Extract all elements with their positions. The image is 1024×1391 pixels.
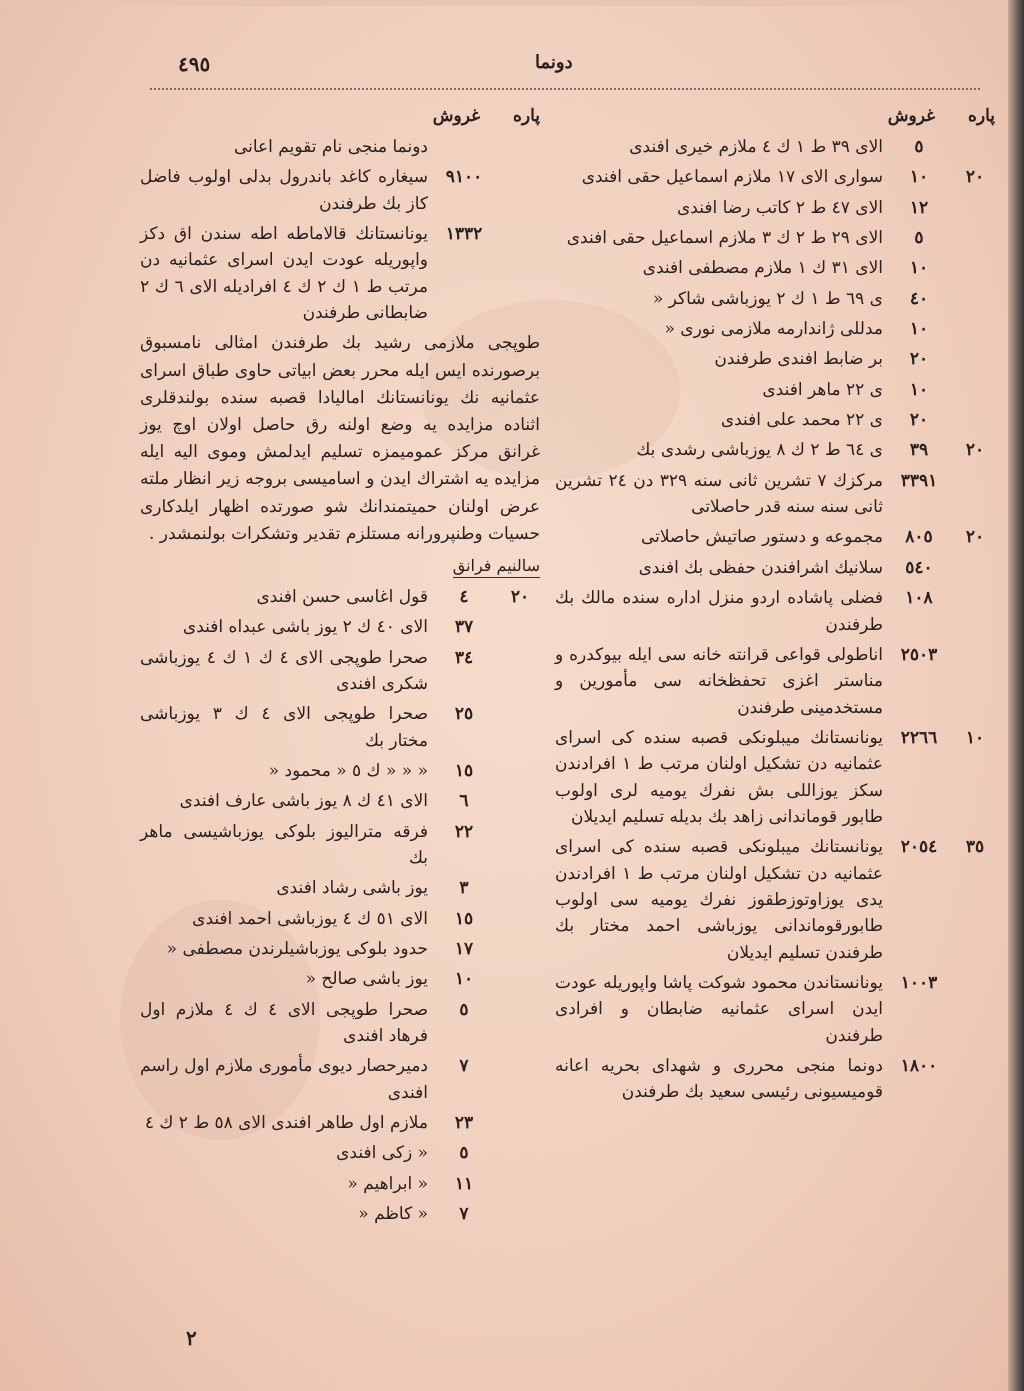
ledger-entry <box>555 316 995 342</box>
entry-description: دمیرحصار دیوی مأموری ملازم اول راسم افندی <box>140 1056 428 1103</box>
ghurush-amount: ٣٣٩١ <box>900 470 938 491</box>
para-amount <box>955 195 995 221</box>
ledger-entry <box>555 255 995 281</box>
para-amount: ٢٠ <box>510 586 530 607</box>
para-amount <box>500 936 540 962</box>
amount-cell <box>883 346 995 372</box>
para-amount <box>955 225 995 251</box>
entry-description: ی ٦٤ ط ٢ ك ٨ یوزباشی رشدی بك <box>636 440 883 461</box>
para-amount <box>500 1140 540 1166</box>
para-amount <box>955 585 995 638</box>
amount-cell <box>428 875 540 901</box>
amount-cell <box>428 936 540 962</box>
entry-description: الای ٢٩ ط ٢ ك ٣ ملازم اسماعیل حقی افندی <box>566 228 883 249</box>
ghurush-header: غروش <box>887 106 935 126</box>
entry-description: الای ٤٧ ط ٢ کاتب رضا افندی <box>676 197 883 218</box>
ledger-entry <box>555 407 995 433</box>
entry-description: « « « ك ٥ « محمود « <box>268 760 428 781</box>
para-amount <box>955 970 995 1049</box>
ledger-entry <box>555 134 995 160</box>
entry-description: الای ٤١ ك ٨ یوز باشی عارف افندی <box>179 791 428 812</box>
entry-description: « کاظم « <box>358 1204 428 1225</box>
amount-cell <box>428 1140 540 1166</box>
entry-description: بر ضابط افندی طرفندن <box>714 349 883 370</box>
amount-cell <box>883 725 995 830</box>
para-amount <box>500 758 540 784</box>
amount-cell <box>883 970 995 1049</box>
ledger-entry <box>140 758 540 784</box>
amount-cell <box>428 788 540 814</box>
para-header: پاره <box>512 106 540 126</box>
page-number: ٤٩٥ <box>178 52 211 76</box>
section-label: سالنیم فرانق <box>453 556 540 578</box>
ledger-entry <box>555 468 995 521</box>
amount-cell <box>428 645 540 698</box>
ghurush-amount: ١٠٨ <box>905 588 933 609</box>
entry-description: یونانستانك میبلونکی قصبه سنده کی اسرای عثمانیه دن تشکیل اولنان مرتب ط ١ افرادندن سکز یوزاللی بش نفرك یومیه لری اولوب طابور قوماندانی زاهد بك بدیله تسلیم ایدیلان <box>555 727 883 827</box>
entry-description: الای ٣٩ ط ١ ك ٤ ملازم خیری افندی <box>629 137 883 157</box>
para-amount <box>500 1171 540 1197</box>
para-amount <box>955 316 995 342</box>
para-amount <box>500 134 540 160</box>
entry-description: یوز باشی رشاد افندی <box>276 878 428 899</box>
ledger-entry <box>555 970 995 1049</box>
para-amount <box>955 407 995 433</box>
ledger-entry <box>140 645 540 698</box>
ghurush-amount: ١٨٠٠ <box>900 1056 938 1076</box>
para-amount <box>955 468 995 521</box>
ledger-entry <box>555 346 995 372</box>
entry-description: سیغاره کاغد باندرول بدلی اولوب فاضل کاز بك طرفندن <box>140 167 428 214</box>
ledger-entry <box>555 377 995 403</box>
ledger-entry <box>555 555 995 581</box>
ghurush-amount: ٧ <box>459 1204 469 1225</box>
entry-description: قول اغاسی حسن افندی <box>256 586 428 607</box>
para-amount <box>500 788 540 814</box>
ledger-entry <box>555 642 995 721</box>
running-title: دونما <box>535 52 573 73</box>
ledger-entry <box>555 195 995 221</box>
entry-description: یونانستانك میبلونکی قصبه سنده کی اسرای عثمانیه دن تشکیل اولنان مرتب ط ١ افرادندن یدی یوزاوتوزطقوز نفرك یومیه سی اولوب طابورقوماندانی یوزباشی احمد مختار بك طرفندن تسلیم ایدیلان <box>555 837 883 963</box>
ghurush-amount: ٥ <box>914 228 924 249</box>
amount-cell <box>883 134 995 160</box>
entry-description: سلانیك اشرافندن حفظی بك افندی <box>638 557 883 578</box>
ledger-entry <box>140 875 540 901</box>
entry-description: دونما منجی محرری و شهدای بحریه اعانه قومیسیونی رئیسی سعید بك طرفندن <box>555 1056 883 1103</box>
entry-description: صحرا طوپجی الای ٤ ك ٣ یوزباشی مختار بك <box>140 704 429 751</box>
para-amount <box>500 875 540 901</box>
para-amount: ٢٠ <box>965 440 985 461</box>
header-rule <box>150 88 980 90</box>
ghurush-amount: ٤ <box>459 586 469 607</box>
para-amount <box>955 1053 995 1106</box>
entry-description: اناطولی قواعی قرانته خانه سی ایله بیوکدره و مناستر اغزی تحفظخانه سی مأمورین و مستخدمینی طرفندن <box>555 644 883 718</box>
ledger-entry <box>140 614 540 640</box>
ledger-entry <box>140 906 540 932</box>
ghurush-amount: ٥ <box>914 137 924 157</box>
ghurush-header: غروش <box>432 106 480 126</box>
ghurush-amount: ٨٠٥ <box>905 527 933 548</box>
ledger-entry <box>140 221 540 326</box>
para-amount <box>500 1110 540 1136</box>
ghurush-amount: ٦ <box>459 791 469 812</box>
amount-cell <box>428 701 540 754</box>
ghurush-amount: ٣ <box>459 878 469 899</box>
ledger-entry <box>555 725 995 830</box>
entry-description: صحرا طوپجی الای ٤ ك ١ ك ٤ یوزباشی شکری افندی <box>140 647 428 694</box>
amount-cell <box>883 407 995 433</box>
ledger-entry <box>140 134 540 160</box>
ledger-entry <box>140 788 540 814</box>
para-amount <box>955 286 995 312</box>
ghurush-amount: ١٧ <box>454 939 474 960</box>
ledger-entry <box>555 437 995 463</box>
amount-cell <box>883 585 995 638</box>
amount-cell <box>883 225 995 251</box>
entries-list <box>555 134 995 1106</box>
ledger-entry <box>140 584 540 610</box>
ghurush-amount: ٧ <box>459 1056 469 1077</box>
amount-cell <box>883 524 995 550</box>
page-header <box>0 52 1024 92</box>
para-amount <box>955 346 995 372</box>
para-amount <box>500 221 540 326</box>
ledger-entry <box>555 524 995 550</box>
para-amount: ٣٥ <box>965 837 985 858</box>
entry-description: « ابراهیم « <box>347 1173 428 1194</box>
ghurush-amount: ١١ <box>454 1173 474 1194</box>
amount-cell <box>883 377 995 403</box>
amount-cell <box>883 437 995 463</box>
ledger-entry <box>555 164 995 190</box>
amount-cell <box>428 997 540 1050</box>
entry-description: مدللی ژاندارمه ملازمی نوری « <box>664 319 883 340</box>
entry-description: یوز باشی صالح « <box>305 969 428 990</box>
ghurush-amount: ٢٠ <box>909 410 929 431</box>
ghurush-amount: ٥ <box>459 999 469 1020</box>
para-amount <box>500 1053 540 1106</box>
amount-cell <box>428 221 540 326</box>
amount-cell <box>428 614 540 640</box>
para-amount <box>500 164 540 217</box>
ledger-entry <box>140 1140 540 1166</box>
ledger-entry <box>140 997 540 1050</box>
amount-cell <box>428 1110 540 1136</box>
ghurush-amount: ٢٥ <box>454 704 474 725</box>
entry-description: ملازم اول طاهر افندی الای ٥٨ ط ٢ ك ٤ <box>144 1113 428 1134</box>
ledger-entry <box>140 819 540 872</box>
para-amount <box>955 642 995 721</box>
ledger-entry <box>555 225 995 251</box>
ledger-entry <box>140 1110 540 1136</box>
para-amount <box>955 377 995 403</box>
ghurush-amount: ٢٢٦٦ <box>900 727 938 748</box>
amount-cell <box>428 164 540 217</box>
amount-cell <box>883 1053 995 1106</box>
para-amount: ٢٠ <box>965 167 985 188</box>
ghurush-amount: ١٣٣٢ <box>445 224 483 245</box>
ledger-entry <box>140 1201 540 1227</box>
para-amount <box>500 614 540 640</box>
entry-description: ی ٢٢ محمد علی افندی <box>720 410 883 431</box>
ghurush-amount: ١٠ <box>909 167 929 188</box>
ghurush-amount: ٢٠ <box>909 349 929 370</box>
entry-description: مرکزك ٧ تشرین ثانی سنه ٣٢٩ دن ٢٤ تشرین ثانی سنه سنه قدر حاصلاتی <box>555 470 883 518</box>
donation-paragraph: طوپجی ملازمی رشید بك طرفندن امثالی نامسبوق برصورنده ایس ایله محرر بعض ابیاتی حاوی طباق اسرای عثمانیه نك یونانستانك امالیادا قصبه سنده بولندقلری اثناده مزایده یه وضع اولنه رق حاصل اولان اوچ یوز غرانق مرکز عمومیمزه تسلیم ایدلمش وموی الیه ایله مزایده یه اشتراك ایدن و اسامیسی بروجه زیر انظار ملته عرض اولنان حمیتمندانك شو صورتده اظهار ایلدکاری حسیات وطنپرورانه مستلزم تقدیر وتشکرات بولنمشدر . <box>140 333 540 544</box>
ledger-entry <box>555 1053 995 1106</box>
ghurush-amount: ٤٠ <box>909 288 929 309</box>
amount-cell <box>883 555 995 581</box>
para-amount <box>500 1201 540 1227</box>
folio-mark: ٢ <box>186 1326 197 1350</box>
entry-description: الای ٣١ ك ١ ملازم مصطفی افندی <box>642 258 883 279</box>
amount-cell <box>883 255 995 281</box>
ghurush-amount: ٣٤ <box>454 647 474 668</box>
ledger-entry <box>140 1171 540 1197</box>
ghurush-amount: ٥ <box>459 1143 469 1164</box>
entry-description: یونانستانك قالاماطه اطه سندن اق دکز واپوریله عودت ایدن اسرای عثمانیه دن مرتب ط ١ ك ٢ ك ٤ افرادیله الای ٦ ك ٢ ضابطانی طرفندن <box>140 224 428 324</box>
ghurush-amount <box>428 134 500 160</box>
para-amount: ٢٠ <box>965 527 985 548</box>
amount-cell <box>883 642 995 721</box>
para-amount: ١٠ <box>965 727 985 748</box>
ledger-entry <box>555 286 995 312</box>
amount-cell <box>428 966 540 992</box>
amount-cell <box>428 1171 540 1197</box>
amount-cell <box>883 286 995 312</box>
entry-description: الای ٥١ ك ٤ یوزباشی احمد افندی <box>192 908 428 929</box>
para-amount <box>500 701 540 754</box>
ghurush-amount: ١٥ <box>454 908 474 929</box>
para-amount <box>955 555 995 581</box>
entry-description: ی ٦٩ ط ١ ك ٢ یوزباشی شاکر « <box>652 288 883 309</box>
binding-edge <box>1008 0 1024 1391</box>
ghurush-amount: ١٠ <box>909 319 929 340</box>
entry-description: دونما منجی نام تقویم اعانی <box>233 137 428 157</box>
column-header <box>555 96 995 134</box>
para-amount <box>500 966 540 992</box>
right-column <box>555 96 995 1110</box>
amount-cell <box>428 1201 540 1227</box>
ghurush-amount: ٣٩ <box>909 440 929 461</box>
ghurush-amount: ٢٥٠٣ <box>900 644 938 665</box>
ghurush-amount: ٢٠٥٤ <box>900 837 938 858</box>
para-amount <box>500 645 540 698</box>
ghurush-amount: ٥٤٠ <box>905 557 933 578</box>
ghurush-amount: ١٠ <box>909 258 929 279</box>
ghurush-amount: ٢٢ <box>454 821 474 842</box>
left-column <box>140 96 540 1231</box>
ghurush-amount: ٩١٠٠ <box>445 167 483 188</box>
amount-cell <box>883 164 995 190</box>
amount-cell <box>883 316 995 342</box>
amount-cell <box>428 906 540 932</box>
ghurush-amount: ٣٧ <box>454 617 474 638</box>
entry-description: فرقه مترالیوز بلوکی یوزباشیسی ماهر بك <box>140 821 428 868</box>
para-amount <box>500 819 540 872</box>
para-amount <box>500 997 540 1050</box>
ghurush-amount: ١٢ <box>909 197 929 218</box>
entry-description: صحرا طوپجی الای ٤ ك ٤ ملازم اول فرهاد افندی <box>140 999 429 1047</box>
ledger-entry <box>140 1053 540 1106</box>
entry-description: یونانستاندن محمود شوکت پاشا واپوریله عودت ایدن اسرای عثمانیه ضابطان و افرادی طرفندن <box>555 972 883 1046</box>
entries-list <box>140 134 540 326</box>
ghurush-amount: ١٥ <box>454 760 474 781</box>
amount-cell <box>428 134 540 160</box>
ghurush-amount: ١٠٠٣ <box>900 972 938 993</box>
amount-cell <box>883 834 995 966</box>
ledger-entry <box>555 585 995 638</box>
column-header <box>140 96 540 134</box>
amount-cell <box>428 758 540 784</box>
ledger-entry <box>140 164 540 217</box>
ledger-entry <box>555 834 995 966</box>
entry-description: ی ٢٢ ماهر افندی <box>762 379 883 400</box>
entry-description: فضلی پاشاده اردو منزل اداره سنده مالك بك طرفندن <box>555 588 883 635</box>
entry-description: حدود بلوکی یوزباشیلرندن مصطفی « <box>166 939 428 960</box>
amount-cell <box>428 584 540 610</box>
amount-cell <box>883 195 995 221</box>
entry-description: الای ٤٠ ك ٢ یوز باشی عبداه افندی <box>182 617 428 638</box>
ledger-entry <box>140 936 540 962</box>
entries-list <box>140 584 540 1228</box>
ghurush-amount: ١٠ <box>454 969 474 990</box>
para-amount <box>955 255 995 281</box>
para-amount <box>500 906 540 932</box>
entry-description: « زکی افندی <box>336 1143 428 1164</box>
para-header: پاره <box>967 106 995 126</box>
amount-cell <box>428 819 540 872</box>
ghurush-amount: ١٠ <box>909 379 929 400</box>
amount-cell <box>883 468 995 521</box>
entry-description: سواری الای ١٧ ملازم اسماعیل حقی افندی <box>581 167 883 188</box>
page-top-edge <box>0 0 1024 6</box>
entry-description: مجموعه و دستور صاتیش حاصلاتی <box>640 527 883 548</box>
ghurush-amount: ٢٣ <box>454 1113 474 1134</box>
amount-cell <box>428 1053 540 1106</box>
ledger-entry <box>140 966 540 992</box>
para-amount <box>955 134 995 160</box>
ledger-entry <box>140 701 540 754</box>
